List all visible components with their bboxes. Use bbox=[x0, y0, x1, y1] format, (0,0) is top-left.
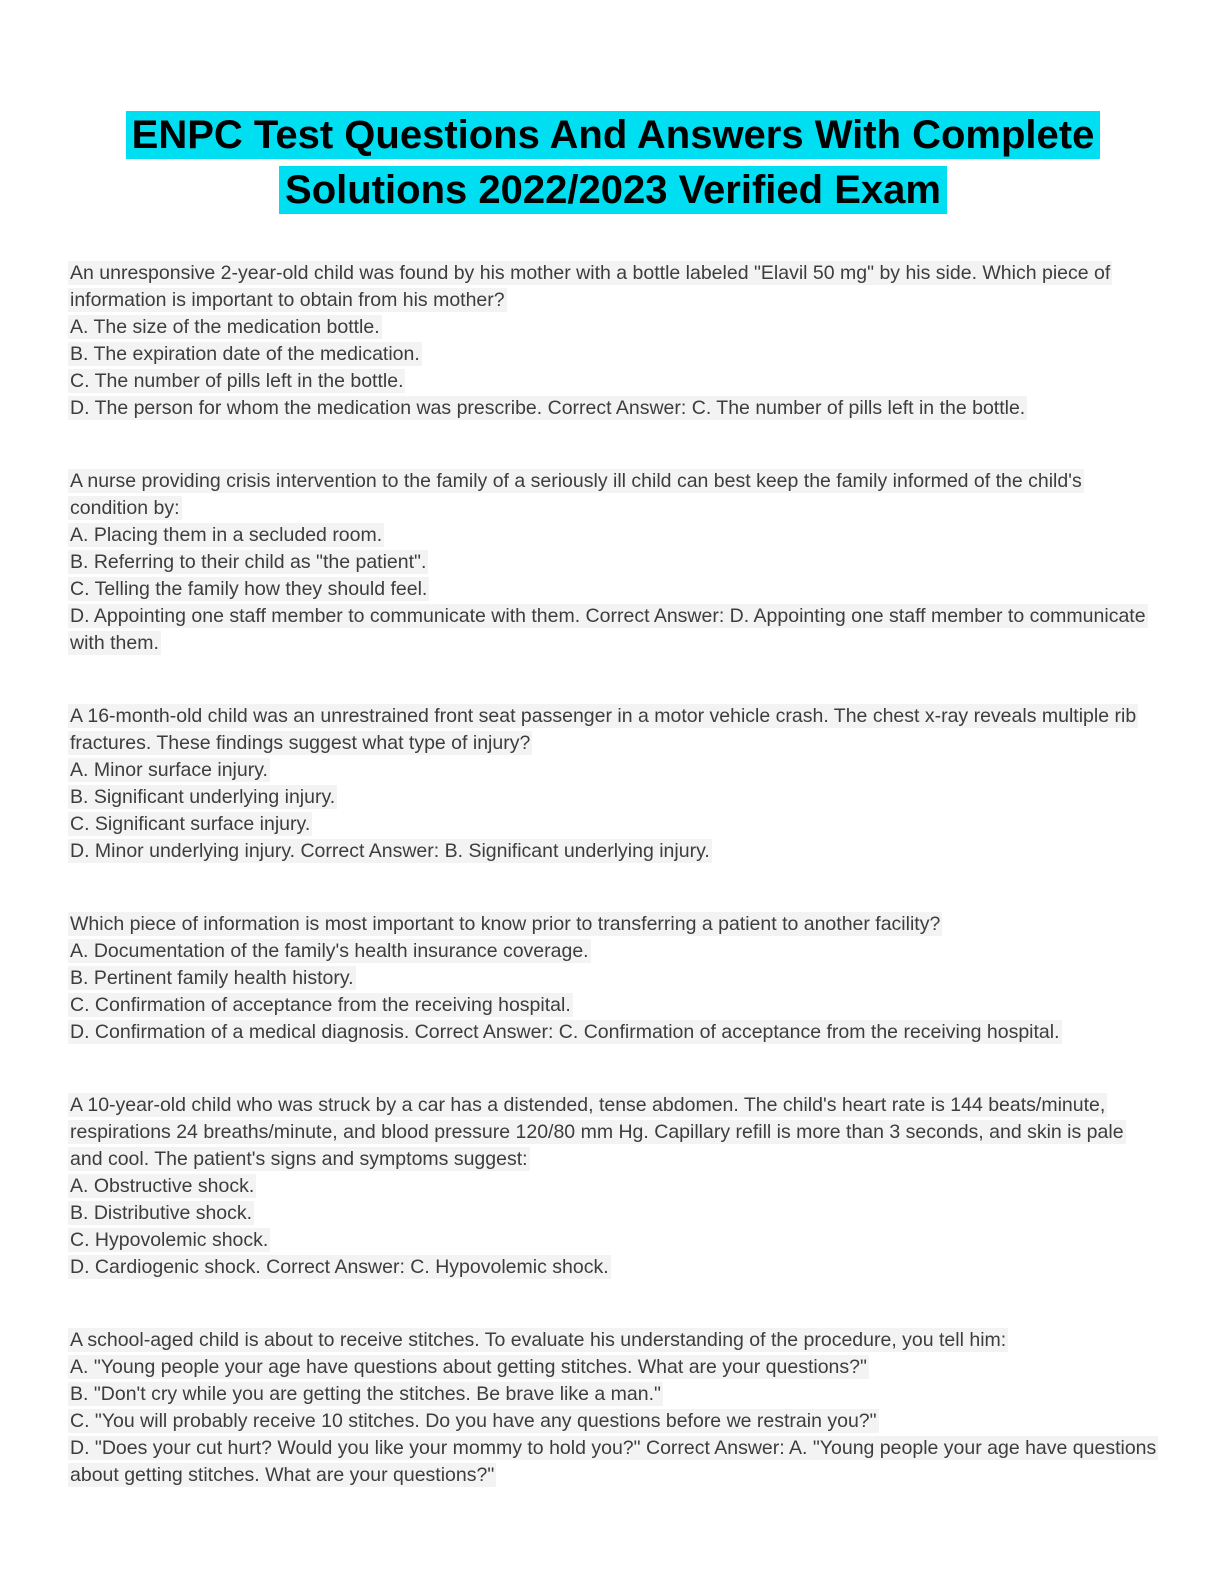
question-block bbox=[68, 260, 1158, 422]
answer-option: B. Pertinent family health history. bbox=[70, 967, 354, 990]
document-title-text: ENPC Test Questions And Answers With Complete Solutions 2022/2023 Verified Exam bbox=[126, 111, 1101, 214]
answer-option: B. Significant underlying injury. bbox=[70, 786, 336, 809]
question-block bbox=[68, 1327, 1158, 1489]
answer-option: A. Obstructive shock. bbox=[70, 1175, 255, 1198]
question-block bbox=[68, 468, 1158, 657]
answer-option: A. The size of the medication bottle. bbox=[70, 316, 380, 339]
question-stem: Which piece of information is most important to know prior to transferring a patient to another facility? bbox=[70, 913, 941, 936]
answer-option: A. "Young people your age have questions about getting stitches. What are your questions?" bbox=[70, 1356, 867, 1379]
answer-option: C. The number of pills left in the bottle. bbox=[70, 370, 404, 393]
question-block bbox=[68, 703, 1158, 865]
answer-option: C. Hypovolemic shock. bbox=[70, 1229, 269, 1252]
answer-option: A. Documentation of the family's health insurance coverage. bbox=[70, 940, 589, 963]
answer-option: C. Significant surface injury. bbox=[70, 813, 311, 836]
question-stem: A 10-year-old child who was struck by a car has a distended, tense abdomen. The child's heart rate is 144 beats/minute, respirations 24 breaths/minute, and blood pressure 120/80 mm Hg. Capillary refill is more than 3 seconds, and skin is pale and cool. The patient's signs and symptoms suggest: bbox=[70, 1094, 1124, 1171]
answer-option: D. Cardiogenic shock. Correct Answer: C. Hypovolemic shock. bbox=[70, 1256, 609, 1279]
answer-option: B. The expiration date of the medication. bbox=[70, 343, 420, 366]
answer-option: D. Minor underlying injury. Correct Answer: B. Significant underlying injury. bbox=[70, 840, 710, 863]
question-stem: A 16-month-old child was an unrestrained front seat passenger in a motor vehicle crash. The chest x-ray reveals multiple rib fractures. These findings suggest what type of injury? bbox=[70, 705, 1137, 755]
answer-option: C. "You will probably receive 10 stitches. Do you have any questions before we restrain you?" bbox=[70, 1410, 877, 1433]
question-stem: A nurse providing crisis intervention to the family of a seriously ill child can best keep the family informed of the child's condition by: bbox=[70, 470, 1082, 520]
answer-option: B. Distributive shock. bbox=[70, 1202, 253, 1225]
answer-option: D. Confirmation of a medical diagnosis. Correct Answer: C. Confirmation of acceptance from the receiving hospital. bbox=[70, 1021, 1060, 1044]
document-title bbox=[68, 108, 1158, 218]
question-block bbox=[68, 1092, 1158, 1281]
answer-option: B. "Don't cry while you are getting the stitches. Be brave like a man." bbox=[70, 1383, 661, 1406]
question-block bbox=[68, 911, 1158, 1046]
question-stem: A school-aged child is about to receive stitches. To evaluate his understanding of the procedure, you tell him: bbox=[70, 1329, 1007, 1352]
answer-option: D. The person for whom the medication was prescribe. Correct Answer: C. The number of pills left in the bottle. bbox=[70, 397, 1026, 420]
answer-option: B. Referring to their child as "the patient". bbox=[70, 551, 427, 574]
answer-option: A. Minor surface injury. bbox=[70, 759, 268, 782]
answer-option: D. "Does your cut hurt? Would you like your mommy to hold you?" Correct Answer: A. "Young people your age have questions about getting stitches. What are your questions?" bbox=[70, 1437, 1157, 1487]
answer-option: A. Placing them in a secluded room. bbox=[70, 524, 383, 547]
answer-option: D. Appointing one staff member to communicate with them. Correct Answer: D. Appointing one staff member to communicate with them. bbox=[70, 605, 1146, 655]
answer-option: C. Telling the family how they should feel. bbox=[70, 578, 428, 601]
questions-container bbox=[68, 260, 1158, 1489]
question-stem: An unresponsive 2-year-old child was found by his mother with a bottle labeled "Elavil 50 mg" by his side. Which piece of information is important to obtain from his mother? bbox=[70, 262, 1111, 312]
answer-option: C. Confirmation of acceptance from the receiving hospital. bbox=[70, 994, 571, 1017]
